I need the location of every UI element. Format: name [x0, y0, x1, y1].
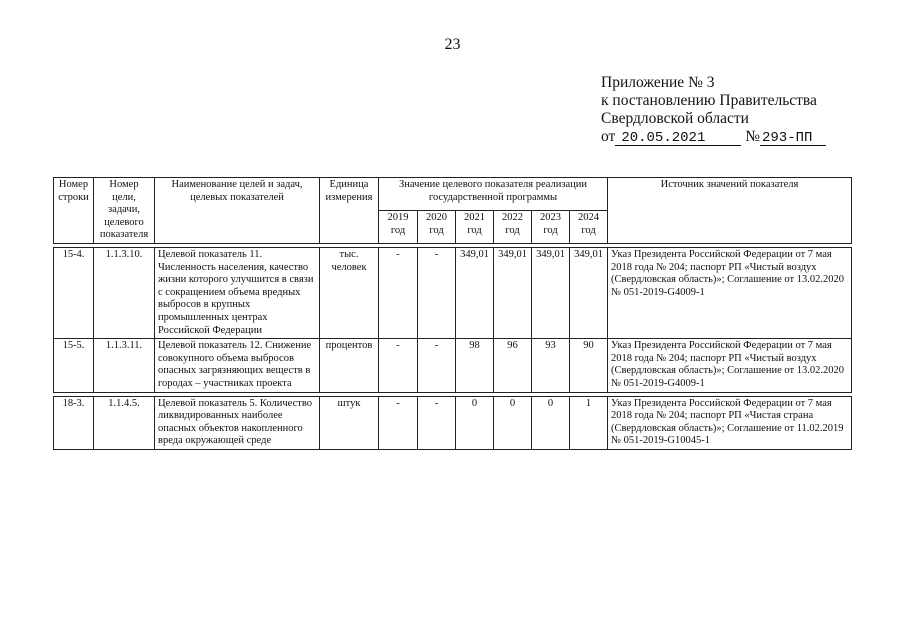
appendix-title: Приложение № 3: [601, 74, 715, 91]
value-2024: 90: [570, 339, 608, 392]
source: Указ Президента Российской Федерации от 7 мая 2018 года № 204; паспорт РП «Чистый воздух (Свердловская область)»; Соглашение от 13.02.2020 № 051-2019-G4009-1: [608, 247, 852, 338]
value-2020: -: [418, 247, 456, 338]
goal-number: 1.1.3.11.: [94, 339, 155, 392]
row-number: 15-5.: [54, 339, 94, 392]
resolution-date: 20.05.2021: [615, 131, 741, 146]
value-2024: 349,01: [570, 247, 608, 338]
source: Указ Президента Российской Федерации от 7 мая 2018 года № 204; паспорт РП «Чистая страна (Свердловская область)»; Соглашение от 11.02.2019 № 051-2019-G10045-1: [608, 396, 852, 449]
page-number: 23: [444, 36, 461, 53]
appendix-date-line: [601, 128, 826, 146]
value-2023: 93: [532, 339, 570, 392]
header-row-1: [54, 178, 852, 211]
header-year-2020: 2020 год: [418, 210, 456, 243]
header-name: Наименование целей и задач, целевых показателей: [155, 178, 320, 244]
header-goal-number: Номер цели, задачи, целевого показателя: [94, 178, 155, 244]
table-row: [54, 339, 852, 392]
value-2021: 0: [456, 396, 494, 449]
goal-number: 1.1.4.5.: [94, 396, 155, 449]
header-year-2024: 2024 год: [570, 210, 608, 243]
value-2023: 349,01: [532, 247, 570, 338]
goal-number: 1.1.3.10.: [94, 247, 155, 338]
value-2022: 0: [494, 396, 532, 449]
source: Указ Президента Российской Федерации от 7 мая 2018 года № 204; паспорт РП «Чистый воздух (Свердловская область)»; Соглашение от 13.02.2020 № 051-2019-G4009-1: [608, 339, 852, 392]
value-2020: -: [418, 339, 456, 392]
table-row: [54, 396, 852, 449]
appendix-header: [601, 74, 826, 146]
from-label: от: [601, 128, 616, 145]
row-number: 15-4.: [54, 247, 94, 338]
header-source: Источник значений показателя: [608, 178, 852, 244]
value-2023: 0: [532, 396, 570, 449]
value-2020: -: [418, 396, 456, 449]
indicators-table: [53, 177, 852, 450]
indicator-name: Целевой показатель 11. Численность населения, качество жизни которого улучшится в связи с сокращением объема вредных выбросов в крупных промышленных центрах Российской Федерации: [155, 247, 320, 338]
resolution-number: 293-ПП: [760, 131, 826, 146]
row-number: 18-3.: [54, 396, 94, 449]
value-2019: -: [379, 396, 418, 449]
value-2021: 349,01: [456, 247, 494, 338]
header-year-2023: 2023 год: [532, 210, 570, 243]
value-2022: 96: [494, 339, 532, 392]
indicator-name: Целевой показатель 5. Количество ликвидированных наиболее опасных объектов накопленного вреда окружающей среде: [155, 396, 320, 449]
header-year-2022: 2022 год: [494, 210, 532, 243]
header-unit: Единица измерения: [320, 178, 379, 244]
header-values-group: Значение целевого показателя реализации государственной программы: [379, 178, 608, 211]
number-label: №: [745, 128, 760, 145]
value-2024: 1: [570, 396, 608, 449]
value-2022: 349,01: [494, 247, 532, 338]
unit: процентов: [320, 339, 379, 392]
unit: штук: [320, 396, 379, 449]
appendix-region: Свердловской области: [601, 110, 749, 127]
appendix-resolution: к постановлению Правительства: [601, 92, 817, 109]
value-2019: -: [379, 339, 418, 392]
value-2021: 98: [456, 339, 494, 392]
header-year-2019: 2019 год: [379, 210, 418, 243]
unit: тыс. человек: [320, 247, 379, 338]
header-year-2021: 2021 год: [456, 210, 494, 243]
header-row-number: Номер строки: [54, 178, 94, 244]
value-2019: -: [379, 247, 418, 338]
indicator-name: Целевой показатель 12. Снижение совокупного объема выбросов опасных загрязняющих веществ в городах – участниках проекта: [155, 339, 320, 392]
table-row: [54, 247, 852, 338]
